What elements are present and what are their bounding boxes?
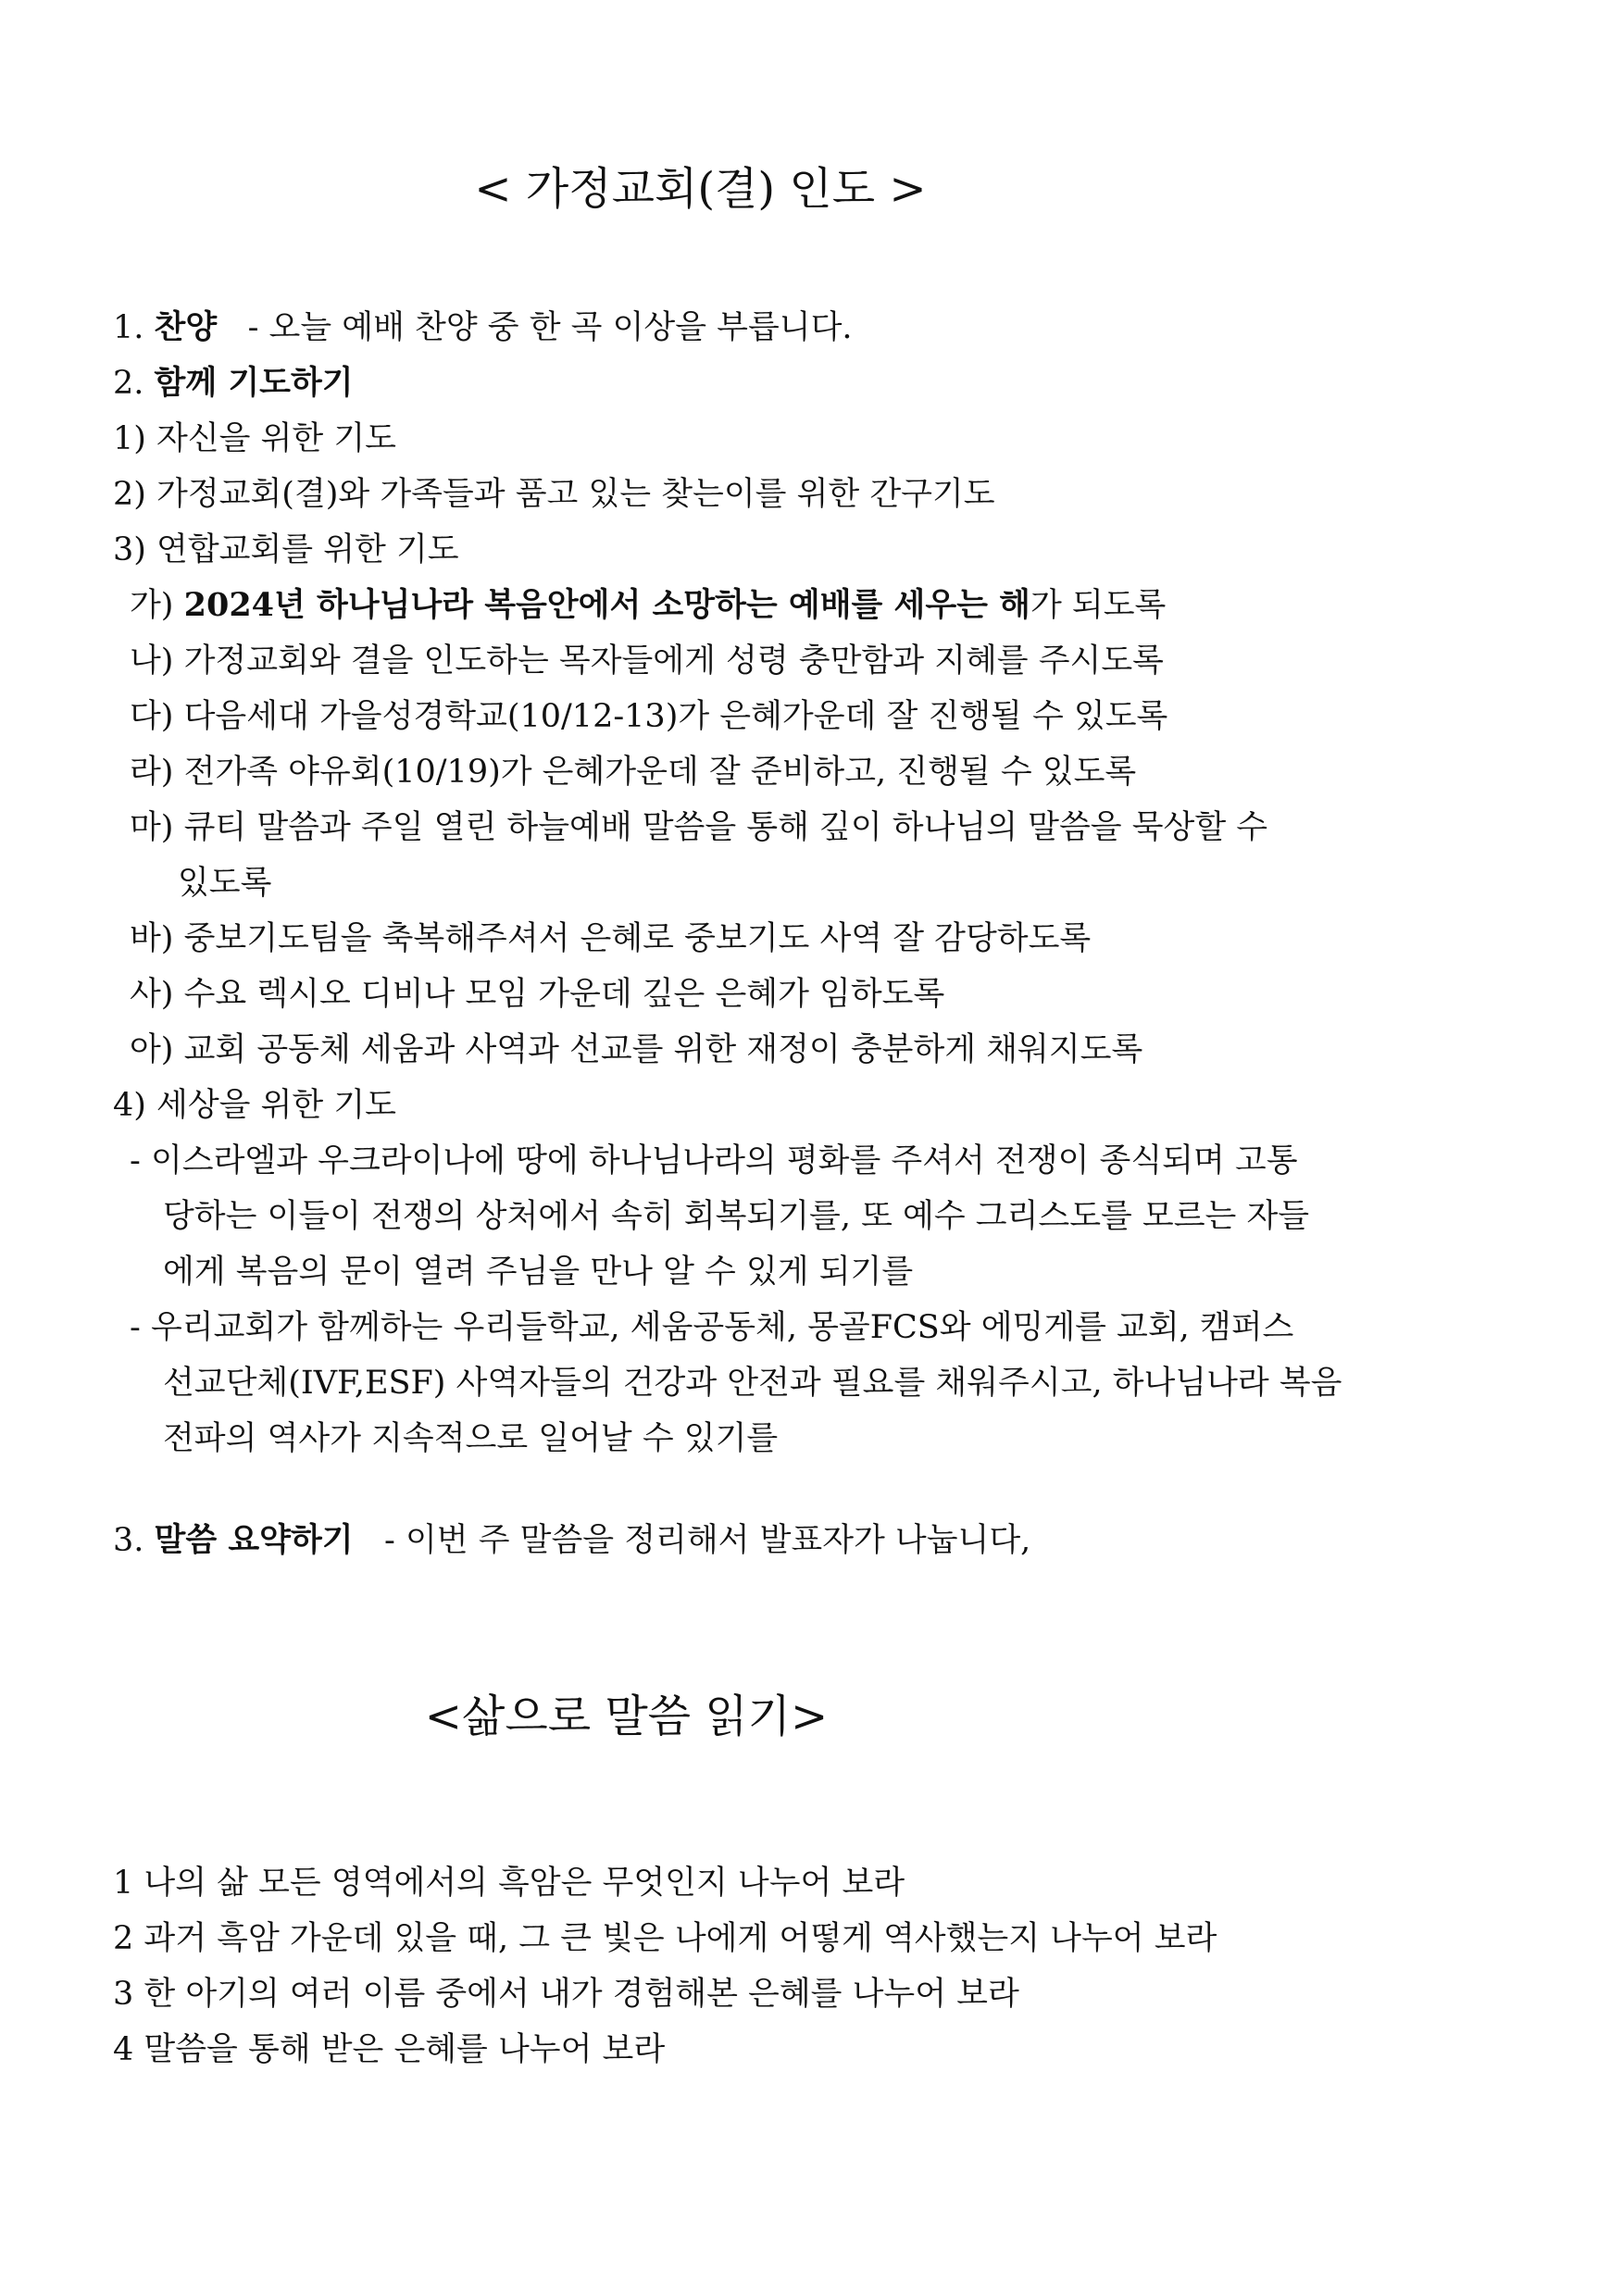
question-3: 3 한 아기의 여러 이름 중에서 내가 경험해본 은혜를 나누어 보라 <box>113 1976 1019 2013</box>
prayer-sub-da: 다) 다음세대 가을성경학교(10/12-13)가 은혜가운데 잘 진행될 수 있도록 <box>130 698 1168 735</box>
prayer-sub-ma-cont: 있도록 <box>178 865 272 902</box>
world-prayer-1-cont: 당하는 이들이 전쟁의 상처에서 속히 회복되기를, 또 예수 그리스도를 모르는 자들 <box>163 1198 1310 1235</box>
sub-prefix: 가) <box>130 587 174 624</box>
prayer-sub-ga <box>130 585 1166 626</box>
world-prayer-2-cont: 선교단체(IVF,ESF) 사역자들의 건강과 안전과 필요를 채워주시고, 하나님나라 복음 <box>163 1365 1342 1402</box>
world-prayer-2-cont2: 전파의 역사가 지속적으로 일어날 수 있기를 <box>163 1420 779 1457</box>
item-number: 2. <box>113 365 144 402</box>
item-praise <box>113 307 853 348</box>
prayer-sub-ma: 마) 큐티 말씀과 주일 열린 하늘예배 말씀을 통해 깊이 하나님의 말씀을 묵상할 수 <box>130 809 1268 846</box>
sub-bold-text: 2024년 하나님나라 복음안에서 소망하는 예배를 세우는 해 <box>183 586 1030 624</box>
item-summary <box>113 1520 1030 1561</box>
prayer-self: 1) 자신을 위한 기도 <box>113 420 396 457</box>
item-pray-together <box>113 363 354 404</box>
item-label: 함께 기도하기 <box>154 364 354 402</box>
world-prayer-2: - 우리교회가 함께하는 우리들학교, 세움공동체, 몽골FCS와 에밍게를 교회, 캠퍼스 <box>130 1309 1294 1346</box>
item-text: - 오늘 예배 찬양 중 한 곡 이상을 부릅니다. <box>247 309 853 346</box>
prayer-sub-a: 아) 교회 공동체 세움과 사역과 선교를 위한 재정이 충분하게 채워지도록 <box>130 1031 1143 1068</box>
prayer-sub-ba: 바) 중보기도팀을 축복해주셔서 은혜로 중보기도 사역 잘 감당하도록 <box>130 920 1092 957</box>
item-number: 1. <box>113 309 144 346</box>
item-label: 찬양 <box>154 308 218 346</box>
prayer-sub-na: 나) 가정교회와 결을 인도하는 목자들에게 성령 충만함과 지혜를 주시도록 <box>130 643 1164 680</box>
prayer-sub-ra: 라) 전가족 야유회(10/19)가 은혜가운데 잘 준비하고, 진행될 수 있도록 <box>130 754 1137 791</box>
world-prayer-1-cont2: 에게 복음의 문이 열려 주님을 만나 알 수 있게 되기를 <box>163 1254 914 1291</box>
world-prayer-1: - 이스라엘과 우크라이나에 땅에 하나님나라의 평화를 주셔서 전쟁이 종식되며 고통 <box>130 1142 1298 1179</box>
prayer-family: 2) 가정교회(결)와 가족들과 품고 있는 찾는이를 위한 간구기도 <box>113 476 995 513</box>
section-title-home-church: < 가정교회(결) 인도 > <box>474 163 927 215</box>
prayer-world: 4) 세상을 위한 기도 <box>113 1087 396 1124</box>
section-title-read-with-life: <삶으로 말씀 읽기> <box>424 1691 829 1742</box>
prayer-church: 3) 연합교회를 위한 기도 <box>113 531 459 568</box>
question-2: 2 과거 흑암 가운데 있을 때, 그 큰 빛은 나에게 어떻게 역사했는지 나누어 보라 <box>113 1920 1217 1957</box>
item-number: 3. <box>113 1522 144 1559</box>
question-1: 1 나의 삶 모든 영역에서의 흑암은 무엇인지 나누어 보라 <box>113 1865 905 1902</box>
item-label: 말씀 요약하기 <box>154 1521 354 1559</box>
item-text: - 이번 주 말씀을 정리해서 발표자가 나눕니다, <box>384 1522 1031 1559</box>
question-4: 4 말씀을 통해 받은 은혜를 나누어 보라 <box>113 2031 666 2068</box>
sub-text: 가 되도록 <box>1030 587 1167 624</box>
prayer-sub-sa: 사) 수요 렉시오 디비나 모임 가운데 깊은 은혜가 임하도록 <box>130 976 945 1013</box>
